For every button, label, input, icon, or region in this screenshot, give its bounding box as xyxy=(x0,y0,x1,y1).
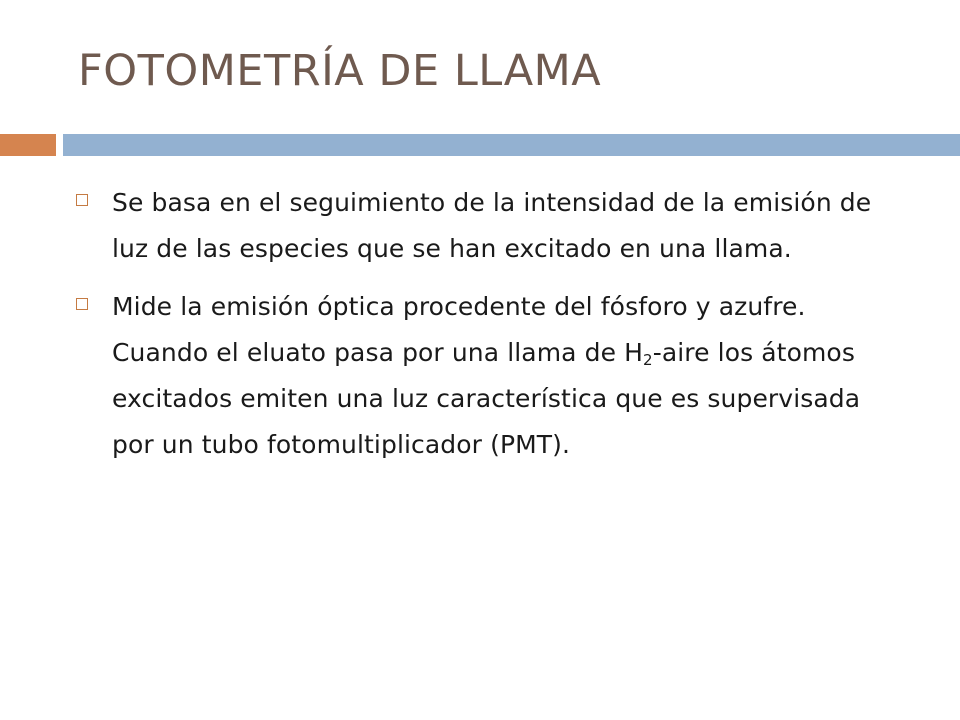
square-bullet-icon xyxy=(76,298,88,310)
bullet-list xyxy=(76,180,896,480)
bullet-item xyxy=(76,180,896,272)
bullet-text xyxy=(112,284,896,468)
subscript-two: 2 xyxy=(643,351,653,369)
bullet-text-part: Mide la emisión óptica procedente del fósforo y azufre. Cuando el eluato pasa por una llama de H xyxy=(112,292,806,367)
bullet-text: Se basa en el seguimiento de la intensidad de la emisión de luz de las especies que se han excitado en una llama. xyxy=(112,188,872,263)
bullet-item xyxy=(76,284,896,468)
title-underline-bar xyxy=(63,134,960,156)
square-bullet-icon xyxy=(76,194,88,206)
bullet-text-part: -aire los átomos excitados emiten una luz característica que es supervisada por un tubo fotomultiplicador (PMT). xyxy=(112,338,861,459)
slide-title: FOTOMETRÍA DE LLAMA xyxy=(78,46,602,96)
title-accent-bar xyxy=(0,134,56,156)
